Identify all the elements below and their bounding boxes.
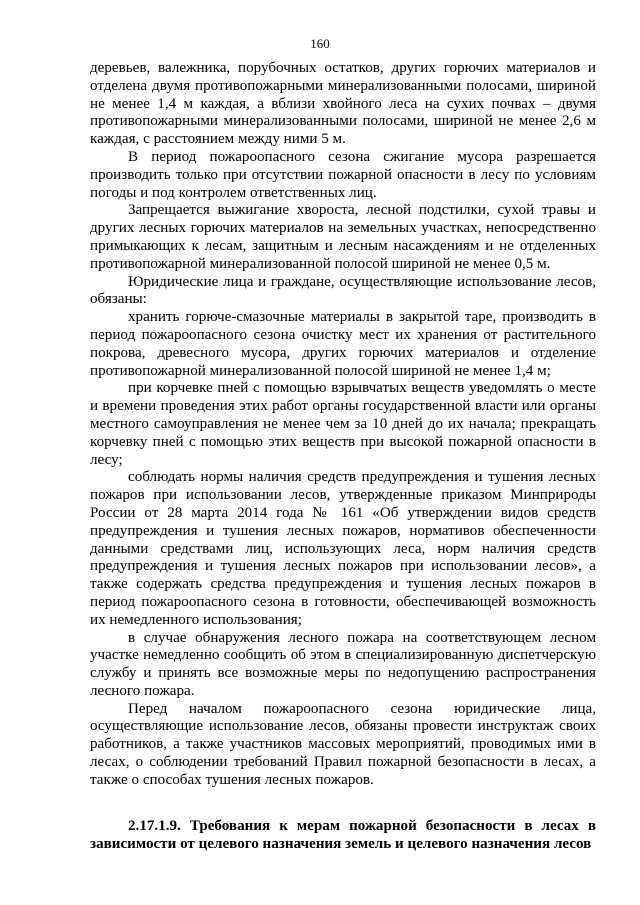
paragraph-obligations-intro: Юридические лица и граждане, осуществляющие использование лесов, обязаны: [90, 273, 596, 308]
paragraph-stump-removal: при корчевке пней с помощью взрывчатых веществ уведомлять о месте и времени проведения этих работ органы государственной власти или органы местного самоуправления не менее чем за 10 дней до их начала; прекращать корчевку пней с помощью этих веществ при высокой пожарной опасности в лесу; [90, 380, 596, 468]
body-text [90, 60, 596, 790]
paragraph-garbage-burning: В период пожароопасного сезона сжигание мусора разрешается производить только при отсутствии пожарной опасности в лесу по условиям погоды и под контролем ответственных лиц. [90, 148, 596, 201]
paragraph-continuation: деревьев, валежника, порубочных остатков, других горючих материалов и отделена двумя противопожарными минерализованными полосами, шириной не менее 1,4 м каждая, а вблизи хвойного леса на сухих почвах – двумя противопожарными минерализованными полосами, шириной не менее 2,6 м каждая, с расстоянием между ними 5 м. [90, 60, 596, 148]
paragraph-briefing: Перед началом пожароопасного сезона юридические лица, осуществляющие использование лесов, обязаны провести инструктаж своих работников, а также участников массовых мероприятий, проводимых ими в лесах, о соблюдении требований Правил пожарной безопасности в лесах, а также о способах тушения лесных пожаров. [90, 700, 596, 788]
paragraph-burning-prohibition: Запрещается выжигание хвороста, лесной подстилки, сухой травы и других лесных горючих материалов на земельных участках, непосредственно примыкающих к лесам, защитным и лесным насаждениям и не отделенных противопожарной минерализованной полосой шириной не менее 0,5 м. [90, 202, 596, 272]
section-heading: 2.17.1.9. Требования к мерам пожарной безопасности в лесах в зависимости от целевого назначения земель и целевого назначения лесов [90, 818, 596, 852]
paragraph-equipment-norms: соблюдать нормы наличия средств предупреждения и тушения лесных пожаров при использовании лесов, утвержденные приказом Минприроды России от 28 марта 2014 года № 161 «Об утверждении видов средств предупреждения и тушения лесных пожаров, нормативов обеспеченности данными средствами лиц, использующих леса, норм наличия средств предупреждения и тушения лесных пожаров при использовании лесов», а также содержать средства предупреждения и тушения лесных пожаров в период пожароопасного сезона в готовности, обеспечивающей возможность их немедленного использования; [90, 469, 596, 628]
paragraph-fire-report: в случае обнаружения лесного пожара на соответствующем лесном участке немедленно сообщить об этом в специализированную диспетчерскую службу и принять все возможные меры по недопущению распространения лесного пожара. [90, 629, 596, 699]
page-number: 160 [310, 36, 330, 51]
paragraph-fuel-storage: хранить горюче-смазочные материалы в закрытой таре, производить в период пожароопасного сезона очистку мест их хранения от растительного покрова, древесного мусора, других горючих материалов и отделение противопожарной минерализованной полосой шириной не менее 1,4 м; [90, 309, 596, 379]
